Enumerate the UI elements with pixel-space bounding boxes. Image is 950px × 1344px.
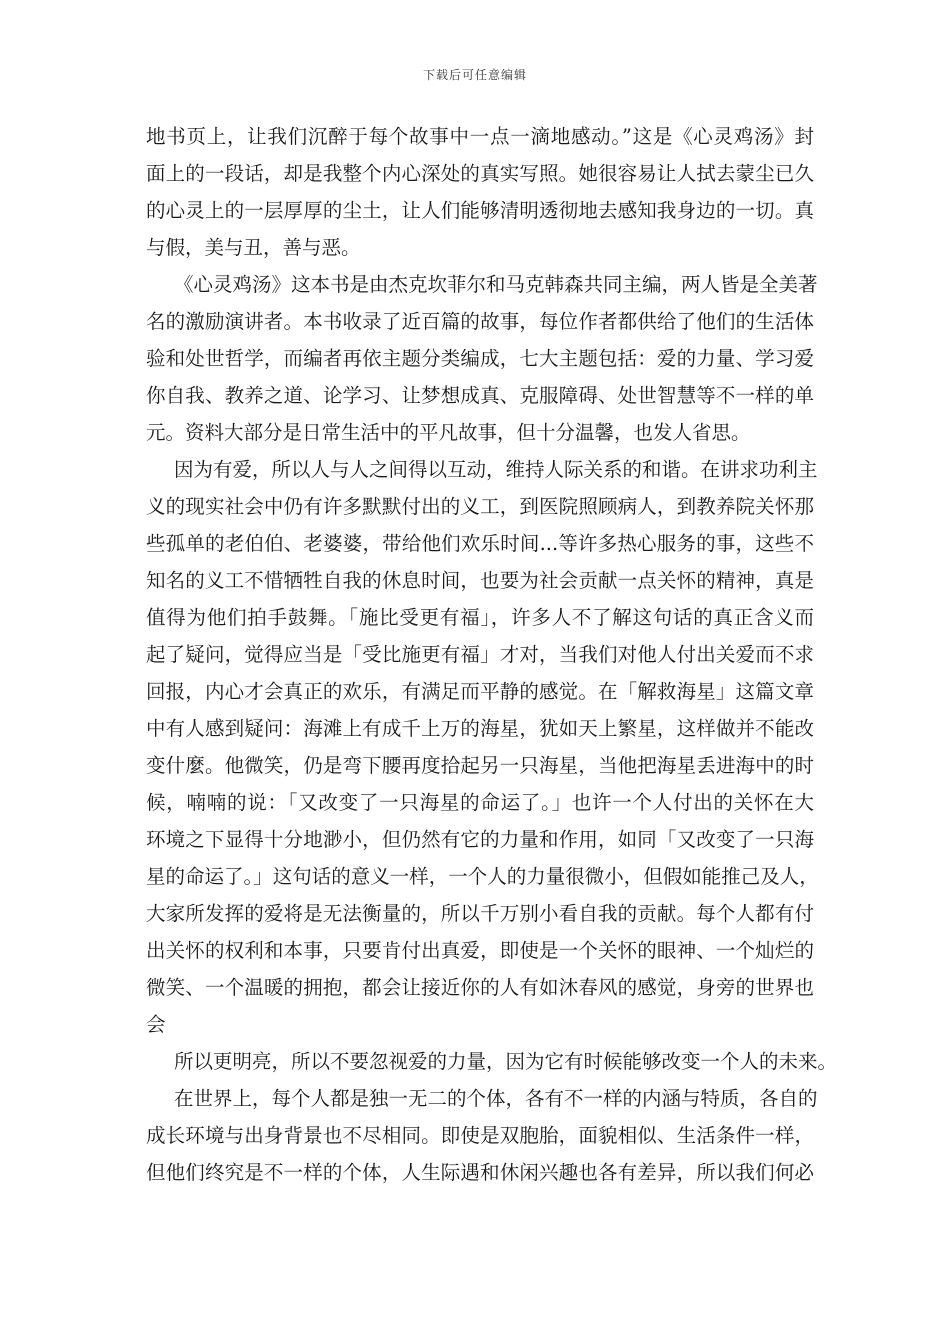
text-line: 所以更明亮，所以不要忽视爱的力量，因为它有时候能够改变一个人的未来。 — [174, 1050, 838, 1073]
text-line: 的心灵上的一层厚厚的尘土，让人们能够清明透彻地去感知我身边的一切。真 — [146, 199, 814, 222]
text-line: 微笑、一个温暖的拥抱，都会让接近你的人有如沐春风的感觉，身旁的世界也 — [146, 976, 814, 999]
text-line: 环境之下显得十分地渺小，但仍然有它的力量和作用，如同「又改变了一只海 — [146, 828, 814, 851]
text-line: 验和处世哲学，而编者再依主题分类编成，七大主题包括：爱的力量、学习爱 — [146, 347, 814, 370]
text-line: 变什麼。他微笑，仍是弯下腰再度拾起另一只海星，当他把海星丢进海中的时 — [146, 754, 814, 777]
text-line: 元。资料大部分是日常生活中的平凡故事，但十分温馨，也发人省思。 — [146, 421, 751, 444]
text-line: 你自我、教养之道、论学习、让梦想成真、克服障碍、处世智慧等不一样的单 — [146, 384, 814, 407]
text-line: 知名的义工不惜牺牲自我的休息时间，也要为社会贡献一点关怀的精神，真是 — [146, 569, 814, 592]
text-line: 出关怀的权利和本事，只要肯付出真爱，即使是一个关怀的眼神、一个灿烂的 — [146, 939, 814, 962]
text-line: 与假，美与丑，善与恶。 — [146, 236, 361, 259]
text-line: 星的命运了。」这句话的意义一样，一个人的力量很微小，但假如能推己及人， — [146, 865, 819, 888]
text-line: 候，喃喃的说：「又改变了一只海星的命运了。」也许一个人付出的关怀在大 — [146, 791, 814, 814]
text-line: 义的现实社会中仍有许多默默付出的义工，到医院照顾病人，到教养院关怀那 — [146, 495, 814, 518]
text-line: 些孤单的老伯伯、老婆婆，带给他们欢乐时间...等许多热心服务的事，这些不 — [146, 532, 814, 555]
text-line: 在世界上，每个人都是独一无二的个体，各有不一样的内涵与特质，各自的 — [174, 1087, 818, 1110]
page-header: 下载后可任意编辑 — [422, 68, 527, 82]
text-line: 大家所发挥的爱将是无法衡量的，所以千万别小看自我的贡献。每个人都有付 — [146, 902, 814, 925]
text-line: 中有人感到疑问：海滩上有成千上万的海星，犹如天上繁星，这样做并不能改 — [146, 717, 814, 740]
text-line: 但他们终究是不一样的个体，人生际遇和休闲兴趣也各有差异，所以我们何必 — [146, 1161, 814, 1184]
text-line: 会 — [146, 1013, 166, 1036]
text-line: 面上的一段话，却是我整个内心深处的真实写照。她很容易让人拭去蒙尘已久 — [146, 162, 814, 185]
text-line: 成长环境与出身背景也不尽相同。即使是双胞胎，面貌相似、生活条件一样， — [146, 1124, 814, 1147]
text-line: 地书页上，让我们沉醉于每个故事中一点一滴地感动。”这是《心灵鸡汤》封 — [146, 125, 814, 148]
text-line: 《心灵鸡汤》这本书是由杰克坎菲尔和马克韩森共同主编，两人皆是全美著 — [174, 273, 818, 296]
text-line: 因为有爱，所以人与人之间得以互动，维持人际关系的和谐。在讲求功利主 — [174, 458, 818, 481]
text-line: 回报，内心才会真正的欢乐，有满足而平静的感觉。在「解救海星」这篇文章 — [146, 680, 814, 703]
document-body — [146, 118, 838, 1191]
text-line: 起了疑问，觉得应当是「受比施更有福」才对，当我们对他人付出关爱而不求 — [146, 643, 814, 666]
text-line: 值得为他们拍手鼓舞。「施比受更有福」，许多人不了解这句话的真正含义而 — [146, 606, 814, 629]
text-line: 名的激励演讲者。本书收录了近百篇的故事，每位作者都供给了他们的生活体 — [146, 310, 814, 333]
